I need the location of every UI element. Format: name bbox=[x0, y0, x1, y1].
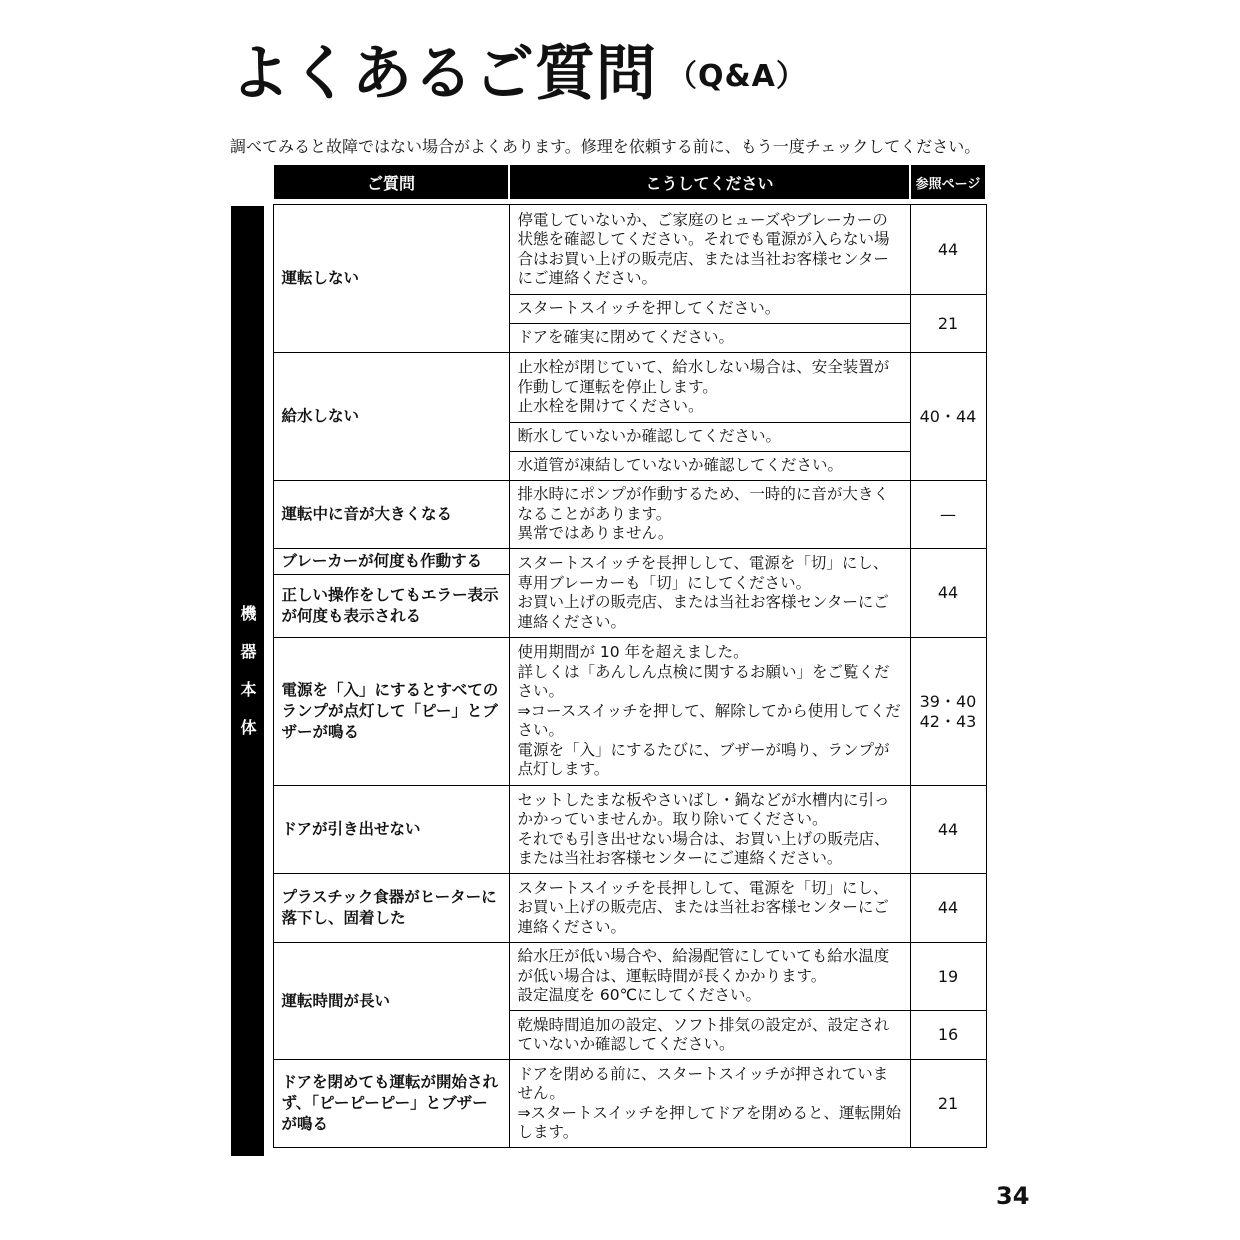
header-answer: こうしてください bbox=[509, 165, 910, 199]
table-row bbox=[273, 353, 986, 423]
header-reference: 参照ページ bbox=[910, 165, 986, 199]
table-row bbox=[273, 1060, 986, 1148]
table-row bbox=[273, 205, 986, 295]
answer-cell: 断水していないか確認してください。 bbox=[509, 423, 910, 452]
answer-cell: スタートスイッチを押してください。 bbox=[509, 295, 910, 324]
question-cell: 正しい操作をしてもエラー表示が何度も表示される bbox=[273, 575, 509, 638]
table-row bbox=[273, 786, 986, 874]
side-label bbox=[231, 206, 264, 1156]
page-ref-cell: 44 bbox=[910, 549, 986, 638]
page-ref-cell: 39・40 42・43 bbox=[910, 638, 986, 786]
title-suffix: （Q&A） bbox=[667, 59, 807, 94]
answer-cell: ドアを確実に閉めてください。 bbox=[509, 324, 910, 353]
page-ref-cell: — bbox=[910, 481, 986, 549]
question-cell: 運転中に音が大きくなる bbox=[273, 481, 509, 549]
table-row bbox=[273, 549, 986, 575]
question-cell: 給水しない bbox=[273, 353, 509, 481]
question-cell: ドアを閉めても運転が開始されず、「ピーピーピー」とブザーが鳴る bbox=[273, 1060, 509, 1148]
page-ref-cell: 44 bbox=[910, 205, 986, 295]
answer-cell: 停電していないか、ご家庭のヒューズやブレーカーの状態を確認してください。それでも電源が入らない場合はお買い上げの販売店、または当社お客様センターにご連絡ください。 bbox=[509, 205, 910, 295]
answer-cell: 使用期間が 10 年を超えました。 詳しくは「あんしん点検に関するお願い」をご覧ください。 ⇒コーススイッチを押して、解除してから使用してください。 電源を「入」にするたびに、ブザーが鳴り、ランプが点灯します。 bbox=[509, 638, 910, 786]
answer-cell: スタートスイッチを長押しして、電源を「切」にし、専用ブレーカーも「切」にしてください。 お買い上げの販売店、または当社お客様センターにご連絡ください。 bbox=[509, 549, 910, 638]
answer-cell: 給水圧が低い場合や、給湯配管にしていても給水温度が低い場合は、運転時間が長くかかります。 設定温度を 60℃にしてください。 bbox=[509, 943, 910, 1011]
table-row bbox=[273, 638, 986, 786]
header-question: ご質問 bbox=[273, 165, 509, 199]
question-cell: 電源を「入」にするとすべてのランプが点灯して「ピー」とブザーが鳴る bbox=[273, 638, 509, 786]
page-ref-cell: 19 bbox=[910, 943, 986, 1011]
qa-table bbox=[272, 165, 987, 1148]
page-ref-cell: 21 bbox=[910, 1060, 986, 1148]
answer-cell: 水道管が凍結していないか確認してください。 bbox=[509, 452, 910, 481]
question-cell: 運転しない bbox=[273, 205, 509, 353]
answer-cell: ドアを閉める前に、スタートスイッチが押されていません。 ⇒スタートスイッチを押してドアを閉めると、運転開始します。 bbox=[509, 1060, 910, 1148]
question-cell: プラスチック食器がヒーターに落下し、固着した bbox=[273, 874, 509, 943]
page-ref-cell: 40・44 bbox=[910, 353, 986, 481]
table-row bbox=[273, 874, 986, 943]
page-ref-cell: 44 bbox=[910, 786, 986, 874]
page-subtitle: 調べてみると故障ではない場合がよくあります。修理を依頼する前に、もう一度チェックしてください。 bbox=[230, 137, 981, 156]
page-title bbox=[230, 39, 807, 109]
question-cell: ドアが引き出せない bbox=[273, 786, 509, 874]
page-number: 34 bbox=[996, 1182, 1030, 1210]
table-row bbox=[273, 481, 986, 549]
question-cell: ブレーカーが何度も作動する bbox=[273, 549, 509, 575]
table-header-row bbox=[273, 165, 986, 199]
title-main: よくあるご質問 bbox=[230, 39, 657, 109]
answer-cell: 排水時にポンプが作動するため、一時的に音が大きくなることがあります。 異常ではありません。 bbox=[509, 481, 910, 549]
answer-cell: 止水栓が閉じていて、給水しない場合は、安全装置が作動して運転を停止します。 止水栓を開けてください。 bbox=[509, 353, 910, 423]
table-row bbox=[273, 943, 986, 1011]
page-ref-cell: 44 bbox=[910, 874, 986, 943]
answer-cell: セットしたまな板やさいばし・鍋などが水槽内に引っかかっていませんか。取り除いてください。 それでも引き出せない場合は、お買い上げの販売店、または当社お客様センターにご連絡ください。 bbox=[509, 786, 910, 874]
page-ref-cell: 16 bbox=[910, 1011, 986, 1060]
question-cell: 運転時間が長い bbox=[273, 943, 509, 1060]
side-label-text: 機器本体 bbox=[238, 605, 257, 757]
answer-cell: スタートスイッチを長押しして、電源を「切」にし、お買い上げの販売店、または当社お客様センターにご連絡ください。 bbox=[509, 874, 910, 943]
answer-cell: 乾燥時間追加の設定、ソフト排気の設定が、設定されていないか確認してください。 bbox=[509, 1011, 910, 1060]
page-ref-cell: 21 bbox=[910, 295, 986, 353]
